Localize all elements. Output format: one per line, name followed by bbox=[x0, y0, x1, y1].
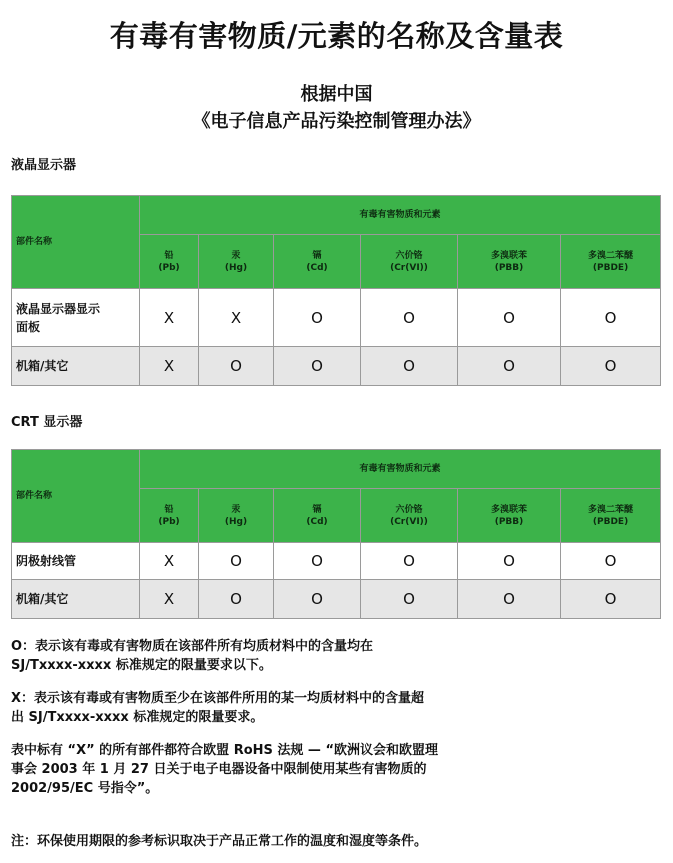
part-name-cell: 液晶显示器显示 面板 bbox=[12, 289, 140, 347]
value-cell: O bbox=[274, 543, 361, 580]
value-cell: O bbox=[458, 347, 561, 386]
note-o-definition: O：表示该有毒或有害物质在该部件所有均质材料中的含量均在 SJ/Txxxx-xxxx 标准规定的限量要求以下。 bbox=[11, 639, 374, 673]
section-heading-lcd: 液晶显示器 bbox=[11, 158, 77, 173]
part-name-cell: 阴极射线管 bbox=[12, 543, 140, 580]
table-row bbox=[12, 347, 661, 386]
subtitle-line-1: 根据中国 bbox=[300, 84, 373, 105]
value-cell: O bbox=[561, 543, 661, 580]
substance-header-pbde: 多溴二苯醚 (PBDE) bbox=[561, 489, 661, 543]
value-cell: O bbox=[361, 289, 458, 347]
value-cell: O bbox=[274, 289, 361, 347]
value-cell: O bbox=[199, 580, 274, 619]
value-cell: O bbox=[361, 580, 458, 619]
substance-header-pbb: 多溴联苯 (PBB) bbox=[458, 489, 561, 543]
value-cell: O bbox=[274, 580, 361, 619]
value-cell: O bbox=[199, 347, 274, 386]
note-x-definition: X：表示该有毒或有害物质至少在该部件所用的某一均质材料中的含量超 出 SJ/Txxxx-xxxx 标准规定的限量要求。 bbox=[11, 691, 425, 725]
value-cell: X bbox=[140, 580, 199, 619]
table-row bbox=[12, 289, 661, 347]
part-name-cell: 机箱/其它 bbox=[12, 347, 140, 386]
subtitle-line-2: 《电子信息产品污染控制管理办法》 bbox=[192, 111, 481, 132]
value-cell: X bbox=[140, 289, 199, 347]
table-row bbox=[12, 543, 661, 580]
page-title: 有毒有害物质/元素的名称及含量表 bbox=[109, 19, 564, 53]
value-cell: O bbox=[274, 347, 361, 386]
substance-header-pbb: 多溴联苯 (PBB) bbox=[458, 235, 561, 289]
substance-table-lcd bbox=[11, 195, 661, 386]
substance-header-pb: 铅 (Pb) bbox=[140, 489, 199, 543]
value-cell: O bbox=[561, 347, 661, 386]
part-name-header: 部件名称 bbox=[12, 196, 140, 289]
substance-header-hg: 汞 (Hg) bbox=[199, 235, 274, 289]
substance-header-hg: 汞 (Hg) bbox=[199, 489, 274, 543]
substance-header-cd: 镉 (Cd) bbox=[274, 235, 361, 289]
value-cell: O bbox=[561, 289, 661, 347]
value-cell: O bbox=[561, 580, 661, 619]
value-cell: O bbox=[458, 289, 561, 347]
section-heading-crt: CRT 显示器 bbox=[11, 415, 83, 430]
substance-group-header: 有毒有害物质和元素 bbox=[140, 450, 661, 489]
note-environment: 注：环保使用期限的参考标识取决于产品正常工作的温度和湿度等条件。 bbox=[11, 834, 428, 849]
value-cell: X bbox=[199, 289, 274, 347]
substance-group-header: 有毒有害物质和元素 bbox=[140, 196, 661, 235]
part-name-cell: 机箱/其它 bbox=[12, 580, 140, 619]
substance-table-crt bbox=[11, 449, 661, 619]
value-cell: O bbox=[199, 543, 274, 580]
substance-header-pbde: 多溴二苯醚 (PBDE) bbox=[561, 235, 661, 289]
part-name-header: 部件名称 bbox=[12, 450, 140, 543]
value-cell: O bbox=[458, 580, 561, 619]
value-cell: X bbox=[140, 347, 199, 386]
value-cell: O bbox=[361, 543, 458, 580]
value-cell: X bbox=[140, 543, 199, 580]
table-row bbox=[12, 580, 661, 619]
substance-header-pb: 铅 (Pb) bbox=[140, 235, 199, 289]
note-rohs-compliance: 表中标有 “X” 的所有部件都符合欧盟 RoHS 法规 — “欧洲议会和欧盟理 事会 2003 年 1 月 27 日关于电子电器设备中限制使用某些有害物质的 2002/95/EC 号指令”。 bbox=[11, 743, 438, 796]
substance-header-cr6: 六价铬 (Cr(VI)) bbox=[361, 235, 458, 289]
substance-header-cr6: 六价铬 (Cr(VI)) bbox=[361, 489, 458, 543]
value-cell: O bbox=[458, 543, 561, 580]
value-cell: O bbox=[361, 347, 458, 386]
substance-header-cd: 镉 (Cd) bbox=[274, 489, 361, 543]
